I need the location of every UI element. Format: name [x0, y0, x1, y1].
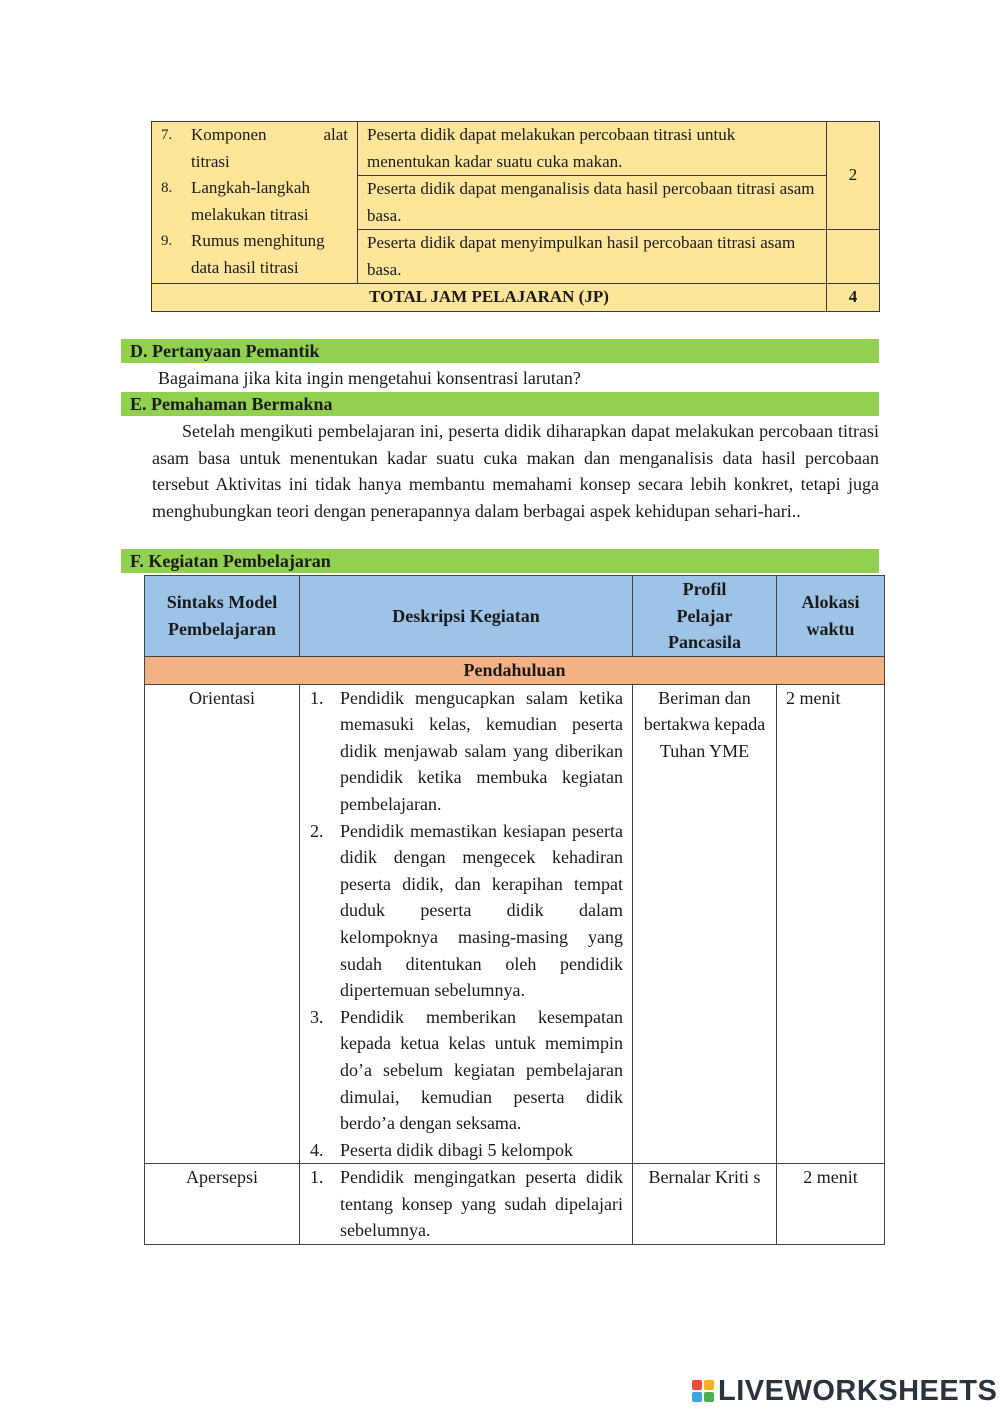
section-e-text: Setelah mengikuti pembelajaran ini, peserta didik diharapkan dapat melakukan percobaan titrasi asam basa untuk menentukan kadar suatu cuka makan dan menganalisis data hasil percobaan tersebut Aktivitas ini tidak hanya membantu memahami konsep secara lebih konkret, tetapi juga menghubungkan teori dengan penerapannya dalam berbagai aspek kehidupan sehari-hari.. — [152, 421, 879, 521]
deskripsi-cell — [300, 1164, 633, 1245]
list-item: 4. Peserta didik dibagi 5 kelompok — [310, 1139, 573, 1160]
logo-square — [692, 1380, 702, 1390]
section-f-heading: F. Kegiatan Pembelajaran — [121, 549, 879, 573]
header-deskripsi: Deskripsi Kegiatan — [300, 576, 633, 657]
jp-cell: 2 — [827, 122, 880, 230]
list-item: 1. Pendidik mengucapkan salam ketika memasuki kelas, kemudian peserta didik menjawab salam yang diberikan pendidik ketika membuka kegiatan pembelajaran. — [310, 687, 623, 814]
sintaks-cell: Apersepsi — [145, 1164, 300, 1245]
total-value: 4 — [827, 284, 880, 312]
list-item: 1. Pendidik mengingatkan peserta didik tentang konsep yang sudah dipelajari sebelumnya. — [310, 1167, 623, 1241]
header-alokasi: Alokasi waktu — [777, 576, 885, 657]
header-profil: Profil Pelajar Pancasila — [633, 576, 777, 657]
table-row — [145, 1164, 885, 1245]
objectives-table — [151, 121, 880, 312]
profil-cell: Beriman dan bertakwa kepada Tuhan YME — [633, 684, 777, 1164]
section-e-heading: E. Pemahaman Bermakna — [121, 392, 879, 416]
objective-cell: Peserta didik dapat menganalisis data hasil percobaan titrasi asam basa. — [358, 176, 827, 230]
section-d-text: Bagaimana jika kita ingin mengetahui konsentrasi larutan? — [158, 368, 581, 388]
material-item: 8. Langkah-langkah melakukan titrasi — [161, 178, 310, 224]
activity-table — [144, 575, 885, 1245]
header-sintaks: Sintaks Model Pembelajaran — [145, 576, 300, 657]
objective-cell: Peserta didik dapat melakukan percobaan titrasi untuk menentukan kadar suatu cuka makan. — [358, 122, 827, 176]
deskripsi-cell — [300, 684, 633, 1164]
phase-pendahuluan: Pendahuluan — [145, 657, 885, 685]
logo-text: LIVEWORKSHEETS — [718, 1374, 998, 1407]
list-item: 2. Pendidik memastikan kesiapan peserta didik dengan mengecek kehadiran peserta didik, dan kerapihan tempat duduk peserta didik dalam kelompoknya masing-masing yang sudah ditentukan oleh pendidik dipertemuan sebelumnya. — [310, 820, 623, 1001]
section-d-heading: D. Pertanyaan Pemantik — [121, 339, 879, 363]
table-row — [145, 684, 885, 1164]
objective-cell: Peserta didik dapat menyimpulkan hasil percobaan titrasi asam basa. — [358, 230, 827, 284]
logo-icon — [692, 1380, 714, 1402]
sintaks-cell: Orientasi — [145, 684, 300, 1164]
liveworksheets-logo — [692, 1376, 997, 1406]
total-label: TOTAL JAM PELAJARAN (JP) — [152, 284, 827, 312]
logo-square — [692, 1392, 702, 1402]
material-cell — [152, 122, 358, 284]
empty-cell — [827, 230, 880, 284]
profil-cell: Bernalar Kriti s — [633, 1164, 777, 1245]
alokasi-cell: 2 menit — [777, 1164, 885, 1245]
material-item: 7. Komponen alat titrasi — [161, 125, 348, 171]
logo-square — [704, 1380, 714, 1390]
material-item: 9. Rumus menghitung data hasil titrasi — [161, 231, 325, 277]
alokasi-cell: 2 menit — [777, 684, 885, 1164]
list-item: 3. Pendidik memberikan kesempatan kepada ketua kelas untuk memimpin do’a sebelum kegiatan pembelajaran dimulai, kemudian peserta didik berdo’a dengan seksama. — [310, 1006, 623, 1134]
logo-square — [704, 1392, 714, 1402]
